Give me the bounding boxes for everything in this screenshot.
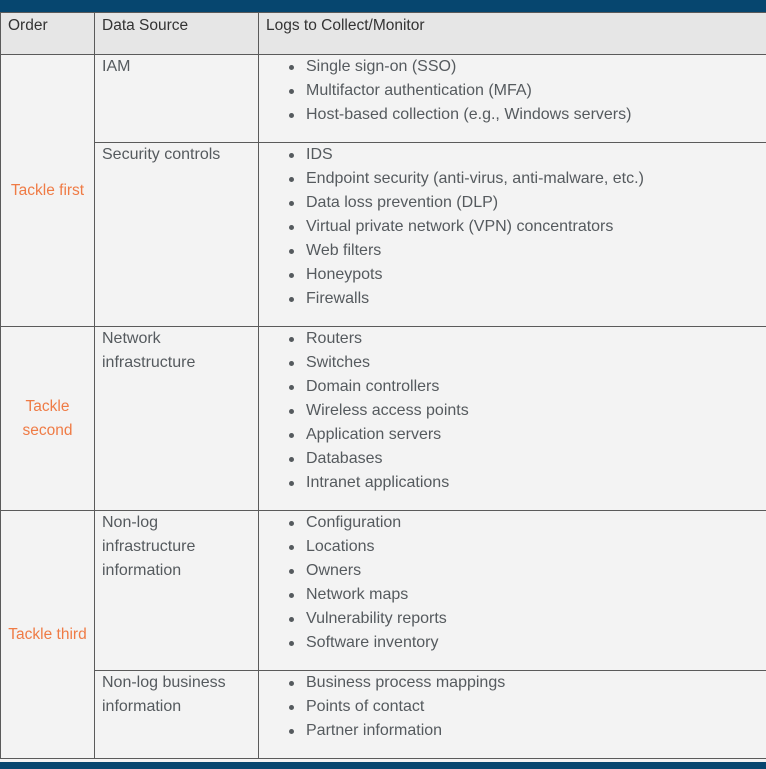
- list-item: Data loss prevention (DLP): [306, 191, 766, 215]
- list-item: Switches: [306, 351, 766, 375]
- bullet-icon: [289, 681, 294, 686]
- order-label: Tackle third: [8, 625, 87, 643]
- bullet-icon: [289, 569, 294, 574]
- list-item: Software inventory: [306, 631, 766, 655]
- order-cell: [1, 327, 95, 511]
- table-header-row: [1, 13, 766, 55]
- list-item: Locations: [306, 535, 766, 559]
- logs-list: [259, 55, 766, 127]
- list-item: Business process mappings: [306, 671, 766, 695]
- list-item: Host-based collection (e.g., Windows servers): [306, 103, 766, 127]
- list-item: IDS: [306, 143, 766, 167]
- data-source-label: IAM: [102, 58, 131, 75]
- table-row: [1, 55, 766, 143]
- bullet-icon: [289, 617, 294, 622]
- logs-cell: [259, 511, 766, 671]
- list-item: Firewalls: [306, 287, 766, 311]
- data-source-label: Security controls: [102, 146, 221, 163]
- list-item: Intranet applications: [306, 471, 766, 495]
- list-item: Application servers: [306, 423, 766, 447]
- data-source-cell: [95, 327, 259, 511]
- data-source-cell: [95, 143, 259, 327]
- list-item: Multifactor authentication (MFA): [306, 79, 766, 103]
- logs-cell: [259, 143, 766, 327]
- data-source-label: Non-log infrastructure information: [102, 514, 196, 579]
- data-source-cell: [95, 55, 259, 143]
- logs-list: [259, 671, 766, 743]
- list-item: Single sign-on (SSO): [306, 55, 766, 79]
- bullet-icon: [289, 201, 294, 206]
- column-header-order: Order: [1, 13, 95, 55]
- column-header-data-source: Data Source: [95, 13, 259, 55]
- data-source-label: Non-log business information: [102, 674, 226, 715]
- list-item: Web filters: [306, 239, 766, 263]
- bullet-icon: [289, 385, 294, 390]
- list-item: Configuration: [306, 511, 766, 535]
- bullet-icon: [289, 297, 294, 302]
- bullet-icon: [289, 409, 294, 414]
- bullet-icon: [289, 705, 294, 710]
- bullet-icon: [289, 729, 294, 734]
- list-item: Network maps: [306, 583, 766, 607]
- bullet-icon: [289, 249, 294, 254]
- list-item: Databases: [306, 447, 766, 471]
- bullet-icon: [289, 153, 294, 158]
- order-label: Tackle first: [10, 181, 85, 199]
- bullet-icon: [289, 113, 294, 118]
- bullet-icon: [289, 545, 294, 550]
- bullet-icon: [289, 177, 294, 182]
- bullet-icon: [289, 361, 294, 366]
- bottom-band: [0, 762, 766, 769]
- order-cell: [1, 55, 95, 327]
- bullet-icon: [289, 89, 294, 94]
- logs-cell: [259, 671, 766, 759]
- bullet-icon: [289, 337, 294, 342]
- list-item: Points of contact: [306, 695, 766, 719]
- list-item: Wireless access points: [306, 399, 766, 423]
- order-cell: [1, 511, 95, 759]
- top-band: [0, 0, 766, 12]
- bullet-icon: [289, 521, 294, 526]
- table-row: [1, 511, 766, 671]
- data-source-label: Network infrastructure: [102, 330, 196, 371]
- list-item: Virtual private network (VPN) concentrators: [306, 215, 766, 239]
- log-sources-table: [0, 12, 766, 759]
- bullet-icon: [289, 273, 294, 278]
- data-source-cell: [95, 671, 259, 759]
- list-item: Partner information: [306, 719, 766, 743]
- logs-list: [259, 143, 766, 311]
- logs-cell: [259, 327, 766, 511]
- table-row: [1, 143, 766, 327]
- bullet-icon: [289, 65, 294, 70]
- logs-list: [259, 327, 766, 495]
- table-row: [1, 327, 766, 511]
- column-header-logs: Logs to Collect/Monitor: [259, 13, 766, 55]
- logs-list: [259, 511, 766, 655]
- order-label: Tackle second: [22, 397, 73, 439]
- data-source-cell: [95, 511, 259, 671]
- logs-cell: [259, 55, 766, 143]
- bullet-icon: [289, 481, 294, 486]
- bullet-icon: [289, 225, 294, 230]
- bullet-icon: [289, 593, 294, 598]
- list-item: Owners: [306, 559, 766, 583]
- list-item: Domain controllers: [306, 375, 766, 399]
- list-item: Vulnerability reports: [306, 607, 766, 631]
- bullet-icon: [289, 641, 294, 646]
- list-item: Endpoint security (anti-virus, anti-malware, etc.): [306, 167, 766, 191]
- table-row: [1, 671, 766, 759]
- bullet-icon: [289, 433, 294, 438]
- list-item: Routers: [306, 327, 766, 351]
- list-item: Honeypots: [306, 263, 766, 287]
- bullet-icon: [289, 457, 294, 462]
